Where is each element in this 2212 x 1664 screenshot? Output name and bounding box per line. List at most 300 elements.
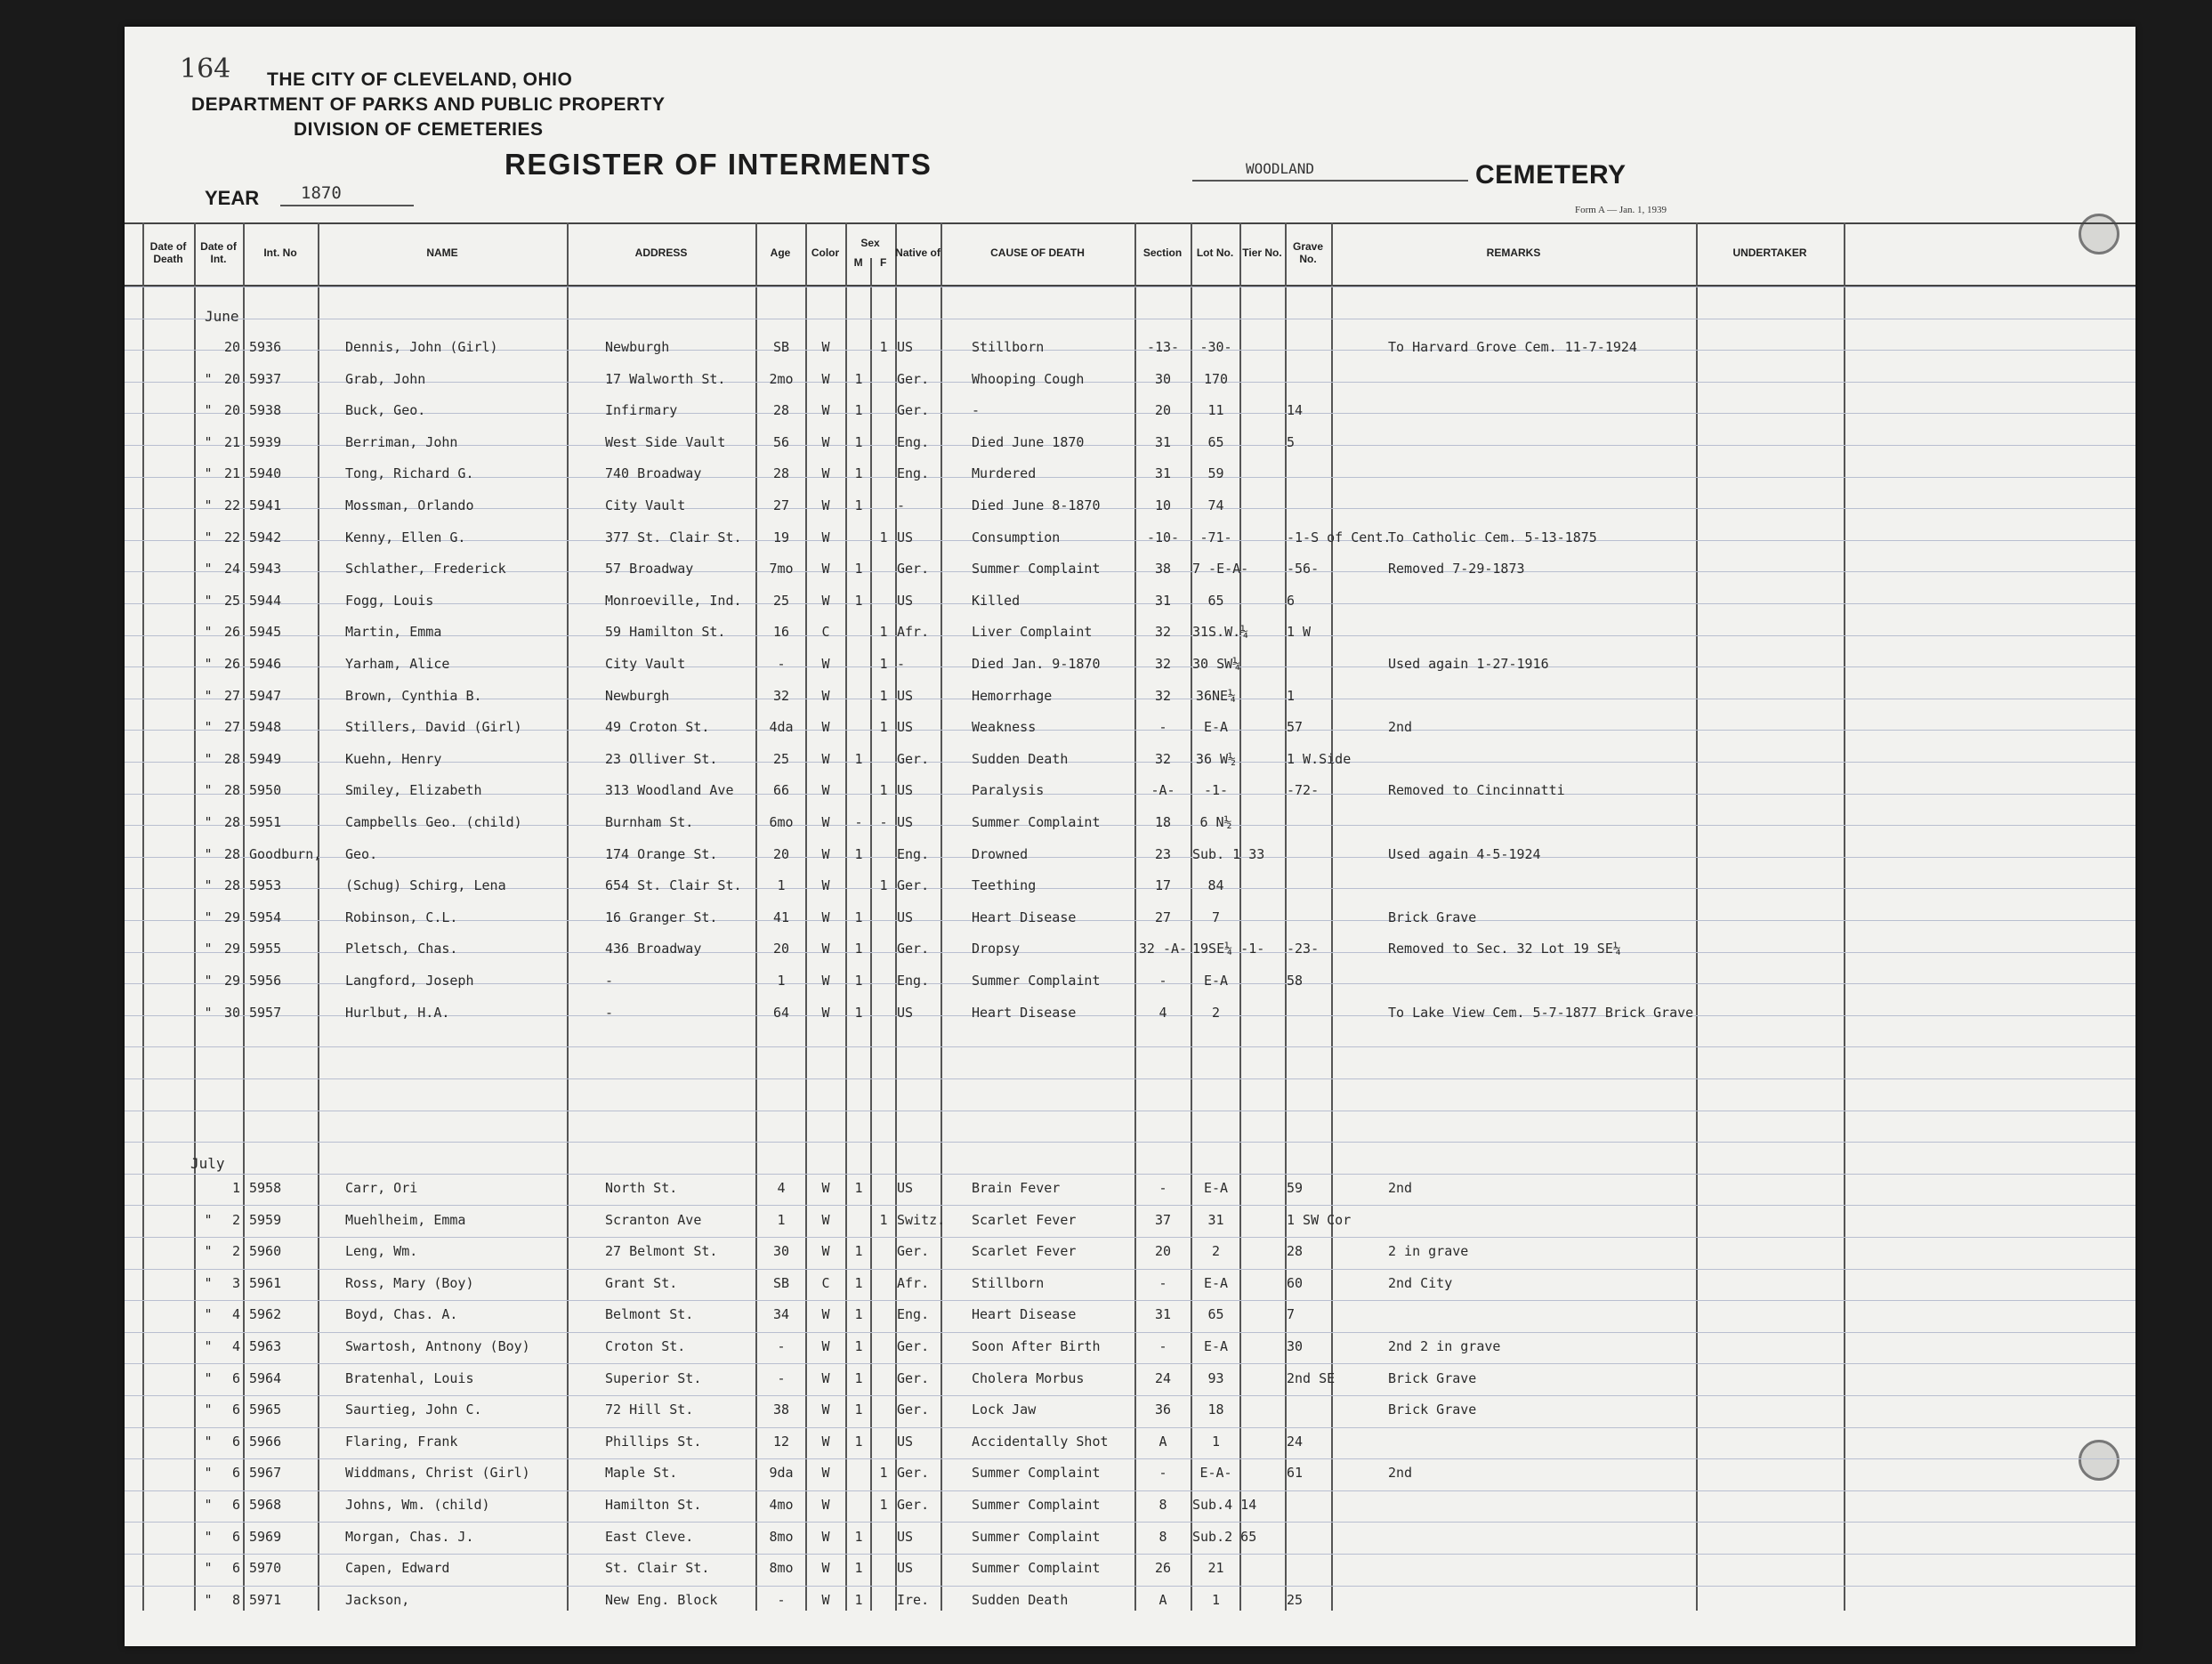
cell-nat: US bbox=[897, 909, 914, 925]
cell-ditto: " bbox=[204, 497, 213, 513]
cell-ditto: " bbox=[204, 877, 213, 894]
cell-color: W bbox=[821, 941, 830, 957]
cell-lot: 30 SW¼ bbox=[1192, 656, 1241, 672]
cell-ditto: " bbox=[204, 1274, 213, 1291]
cell-cause: Summer Complaint bbox=[972, 561, 1101, 578]
cell-age: 2mo bbox=[769, 370, 794, 387]
page-number: 164 bbox=[180, 53, 231, 85]
cell-nat: Afr. bbox=[897, 624, 930, 641]
cell-int: 5936 bbox=[249, 339, 282, 355]
cell-addr: 16 Granger St. bbox=[605, 909, 718, 925]
cell-ditto: " bbox=[204, 561, 213, 578]
cell-sec: -A- bbox=[1150, 782, 1175, 799]
cell-nat: Eng. bbox=[897, 845, 930, 862]
cell-int: 5939 bbox=[249, 433, 282, 450]
cell-color: W bbox=[821, 1369, 830, 1386]
cell-f: 1 bbox=[879, 529, 888, 545]
cell-day: 28 bbox=[223, 845, 240, 862]
cell-age: 30 bbox=[772, 1243, 790, 1260]
cell-color: W bbox=[821, 402, 830, 419]
cell-f: 1 bbox=[879, 339, 888, 355]
cell-sec: 18 bbox=[1154, 814, 1172, 830]
cell-f: - bbox=[879, 814, 888, 830]
column-header-native-of: Native of bbox=[895, 246, 941, 259]
cell-day: 3 bbox=[231, 1274, 240, 1291]
cell-lot: Sub. 1 33 bbox=[1192, 845, 1265, 862]
cell-name: Carr, Ori bbox=[345, 1180, 418, 1196]
cell-day: 26 bbox=[223, 624, 240, 641]
column-header-int-no: Int. No bbox=[263, 246, 297, 259]
cell-m: 1 bbox=[854, 1306, 863, 1323]
cell-int: Goodburn, bbox=[249, 845, 322, 862]
cell-addr: West Side Vault bbox=[605, 433, 726, 450]
cell-name: Grab, John bbox=[345, 370, 426, 387]
cell-nat: Ger. bbox=[897, 877, 930, 894]
cell-ditto: " bbox=[204, 433, 213, 450]
cell-m: 1 bbox=[854, 1528, 863, 1545]
cell-day: 27 bbox=[223, 719, 240, 736]
cell-rem: Removed to Sec. 32 Lot 19 SE¼ bbox=[1388, 941, 1621, 957]
cell-name: Yarham, Alice bbox=[345, 656, 450, 672]
cell-ditto: " bbox=[204, 1591, 213, 1608]
cell-age: - bbox=[777, 1338, 786, 1354]
cell-sec: 4 bbox=[1158, 1004, 1167, 1021]
cell-sec: A bbox=[1158, 1433, 1167, 1450]
cell-int: 5942 bbox=[249, 529, 282, 545]
cell-rem: Brick Grave bbox=[1388, 1369, 1477, 1386]
cell-color: W bbox=[821, 529, 830, 545]
cell-grave: -56- bbox=[1287, 561, 1320, 578]
year-underline bbox=[280, 205, 414, 206]
cell-grave: 14 bbox=[1287, 402, 1304, 419]
cell-lot: E-A- bbox=[1199, 1465, 1232, 1482]
cell-grave: 30 bbox=[1287, 1338, 1304, 1354]
row-rule bbox=[125, 1554, 2135, 1555]
cell-f: 1 bbox=[879, 687, 888, 704]
cell-color: W bbox=[821, 750, 830, 767]
cell-grave: 1 W bbox=[1287, 624, 1312, 641]
column-header-age: Age bbox=[770, 246, 791, 259]
cell-age: 1 bbox=[777, 1211, 786, 1228]
cell-age: 25 bbox=[772, 592, 790, 609]
cell-f: 1 bbox=[879, 656, 888, 672]
cell-addr: New Eng. Block bbox=[605, 1591, 718, 1608]
cell-addr: City Vault bbox=[605, 497, 686, 513]
cell-grave: 7 bbox=[1287, 1306, 1296, 1323]
cell-lot: Sub.4 14 bbox=[1192, 1497, 1257, 1513]
cell-age: 28 bbox=[772, 465, 790, 482]
cell-rem: 2nd bbox=[1388, 1180, 1413, 1196]
cell-addr: Maple St. bbox=[605, 1465, 678, 1482]
cell-addr: 313 Woodland Ave bbox=[605, 782, 734, 799]
cell-name: Leng, Wm. bbox=[345, 1243, 418, 1260]
cell-cause: Paralysis bbox=[972, 782, 1045, 799]
cell-lot: E-A bbox=[1203, 973, 1229, 989]
cell-sec: 31 bbox=[1154, 465, 1172, 482]
cell-day: 6 bbox=[231, 1497, 240, 1513]
cell-day: 20 bbox=[223, 339, 240, 355]
cell-m: 1 bbox=[854, 497, 863, 513]
cell-sec: 36 bbox=[1154, 1401, 1172, 1418]
city-heading: THE CITY OF CLEVELAND, OHIO bbox=[267, 69, 573, 90]
cell-ditto: " bbox=[204, 845, 213, 862]
cell-age: 9da bbox=[769, 1465, 794, 1482]
cell-nat: US bbox=[897, 592, 914, 609]
cell-f: 1 bbox=[879, 877, 888, 894]
column-divider bbox=[870, 258, 872, 1611]
column-divider bbox=[1331, 222, 1333, 1611]
cell-cause: Heart Disease bbox=[972, 1004, 1077, 1021]
cell-m: 1 bbox=[854, 909, 863, 925]
cell-name: Fogg, Louis bbox=[345, 592, 434, 609]
cell-addr: City Vault bbox=[605, 656, 686, 672]
cell-nat: Ger. bbox=[897, 1369, 930, 1386]
cell-day: 20 bbox=[223, 370, 240, 387]
cell-cause: Teething bbox=[972, 877, 1037, 894]
cell-addr: 23 Olliver St. bbox=[605, 750, 718, 767]
cell-color: W bbox=[821, 1465, 830, 1482]
cell-nat: US bbox=[897, 782, 914, 799]
cell-addr: Croton St. bbox=[605, 1338, 686, 1354]
cell-cause: Heart Disease bbox=[972, 1306, 1077, 1323]
column-header-name: NAME bbox=[426, 246, 458, 259]
cell-nat: US bbox=[897, 1180, 914, 1196]
cell-sec: 31 bbox=[1154, 592, 1172, 609]
row-rule bbox=[125, 1395, 2135, 1396]
cell-int: 5946 bbox=[249, 656, 282, 672]
cell-age: 20 bbox=[772, 845, 790, 862]
cell-int: 5943 bbox=[249, 561, 282, 578]
cell-m: 1 bbox=[854, 370, 863, 387]
cell-age: 6mo bbox=[769, 814, 794, 830]
cell-int: 5947 bbox=[249, 687, 282, 704]
cell-day: 2 bbox=[231, 1211, 240, 1228]
cell-ditto: " bbox=[204, 941, 213, 957]
cell-age: 12 bbox=[772, 1433, 790, 1450]
column-divider bbox=[194, 222, 196, 1611]
cell-f: 1 bbox=[879, 1497, 888, 1513]
cell-int: 5969 bbox=[249, 1528, 282, 1545]
cell-m: 1 bbox=[854, 1243, 863, 1260]
cell-day: 6 bbox=[231, 1465, 240, 1482]
cell-ditto: " bbox=[204, 1528, 213, 1545]
cell-nat: Ger. bbox=[897, 370, 930, 387]
cell-sec: 32 bbox=[1154, 656, 1172, 672]
cell-grave: 24 bbox=[1287, 1433, 1304, 1450]
cell-rem: 2nd bbox=[1388, 719, 1413, 736]
cell-nat: Ger. bbox=[897, 1497, 930, 1513]
cell-name: Boyd, Chas. A. bbox=[345, 1306, 458, 1323]
cell-age: 25 bbox=[772, 750, 790, 767]
cell-cause: Soon After Birth bbox=[972, 1338, 1101, 1354]
cell-addr: 49 Croton St. bbox=[605, 719, 710, 736]
cell-lot: 2 bbox=[1211, 1004, 1221, 1021]
cell-name: Robinson, C.L. bbox=[345, 909, 458, 925]
cell-cause: Summer Complaint bbox=[972, 1528, 1101, 1545]
cell-int: 5951 bbox=[249, 814, 282, 830]
cell-lot: 65 bbox=[1207, 592, 1224, 609]
cell-color: W bbox=[821, 973, 830, 989]
cell-addr: - bbox=[605, 1004, 614, 1021]
column-header-grave-no: Grave No. bbox=[1292, 240, 1324, 265]
cell-color: W bbox=[821, 465, 830, 482]
cell-color: W bbox=[821, 687, 830, 704]
cell-nat: Eng. bbox=[897, 465, 930, 482]
cell-color: W bbox=[821, 592, 830, 609]
cell-addr: 17 Walworth St. bbox=[605, 370, 726, 387]
cell-m: 1 bbox=[854, 465, 863, 482]
cell-lot: E-A bbox=[1203, 1274, 1229, 1291]
cell-ditto: " bbox=[204, 750, 213, 767]
cell-sec: - bbox=[1158, 1338, 1167, 1354]
cell-lot: 1 bbox=[1211, 1433, 1221, 1450]
cell-name: Martin, Emma bbox=[345, 624, 442, 641]
cell-nat: US bbox=[897, 687, 914, 704]
cell-addr: Hamilton St. bbox=[605, 1497, 702, 1513]
cell-int: 5957 bbox=[249, 1004, 282, 1021]
cemetery-label: CEMETERY bbox=[1475, 160, 1627, 190]
cell-nat: US bbox=[897, 339, 914, 355]
cell-nat: US bbox=[897, 1433, 914, 1450]
department-heading: DEPARTMENT OF PARKS AND PUBLIC PROPERTY bbox=[191, 94, 666, 115]
column-header-lot-no: Lot No. bbox=[1196, 246, 1234, 259]
cell-name: Johns, Wm. (child) bbox=[345, 1497, 490, 1513]
cell-lot: 2 bbox=[1211, 1243, 1221, 1260]
cell-int: 5940 bbox=[249, 465, 282, 482]
cell-ditto: " bbox=[204, 1369, 213, 1386]
cell-addr: East Cleve. bbox=[605, 1528, 694, 1545]
cell-day: 4 bbox=[231, 1306, 240, 1323]
cell-color: W bbox=[821, 1591, 830, 1608]
row-rule bbox=[125, 1269, 2135, 1270]
cell-sec: 10 bbox=[1154, 497, 1172, 513]
cell-color: W bbox=[821, 877, 830, 894]
cell-rem: To Lake View Cem. 5-7-1877 Brick Grave bbox=[1388, 1004, 1694, 1021]
register-title: REGISTER OF INTERMENTS bbox=[505, 148, 932, 181]
cell-sec: A bbox=[1158, 1591, 1167, 1608]
column-header-cause-of-death: CAUSE OF DEATH bbox=[990, 246, 1085, 259]
cell-day: 28 bbox=[223, 750, 240, 767]
cell-int: 5958 bbox=[249, 1180, 282, 1196]
cell-cause: - bbox=[972, 402, 981, 419]
cell-age: 1 bbox=[777, 973, 786, 989]
cell-cause: Whooping Cough bbox=[972, 370, 1085, 387]
cell-day: 1 bbox=[231, 1180, 240, 1196]
cell-day: 29 bbox=[223, 941, 240, 957]
cell-ditto: " bbox=[204, 402, 213, 419]
cell-addr: Phillips St. bbox=[605, 1433, 702, 1450]
cell-nat: - bbox=[897, 656, 906, 672]
cell-addr: Newburgh bbox=[605, 339, 670, 355]
cell-nat: Ire. bbox=[897, 1591, 930, 1608]
cell-age: - bbox=[777, 1369, 786, 1386]
cell-nat: Eng. bbox=[897, 973, 930, 989]
cell-m: 1 bbox=[854, 1274, 863, 1291]
cell-int: 5962 bbox=[249, 1306, 282, 1323]
cell-cause: Dropsy bbox=[972, 941, 1021, 957]
year-value: 1870 bbox=[301, 183, 342, 203]
cell-ditto: " bbox=[204, 973, 213, 989]
cell-cause: Scarlet Fever bbox=[972, 1243, 1077, 1260]
cell-day: 6 bbox=[231, 1401, 240, 1418]
cell-grave: 57 bbox=[1287, 719, 1304, 736]
cell-int: 5967 bbox=[249, 1465, 282, 1482]
cell-f: 1 bbox=[879, 1211, 888, 1228]
cell-rem: To Harvard Grove Cem. 11-7-1924 bbox=[1388, 339, 1637, 355]
column-divider bbox=[1239, 222, 1241, 1611]
cell-color: C bbox=[821, 1274, 830, 1291]
cell-cause: Cholera Morbus bbox=[972, 1369, 1085, 1386]
cell-day: 6 bbox=[231, 1369, 240, 1386]
month-label-june: June bbox=[205, 308, 239, 325]
cell-nat: Ger. bbox=[897, 750, 930, 767]
cell-name: Hurlbut, H.A. bbox=[345, 1004, 450, 1021]
cell-cause: Hemorrhage bbox=[972, 687, 1053, 704]
cell-day: 6 bbox=[231, 1560, 240, 1577]
cell-lot: 19SE¼ -1- bbox=[1192, 941, 1265, 957]
cell-name: Kuehn, Henry bbox=[345, 750, 442, 767]
cell-sec: 31 bbox=[1154, 1306, 1172, 1323]
cell-color: W bbox=[821, 1180, 830, 1196]
cell-grave: 2nd SE bbox=[1287, 1369, 1336, 1386]
cell-color: W bbox=[821, 782, 830, 799]
cell-rem: 2nd City bbox=[1388, 1274, 1453, 1291]
cell-nat: US bbox=[897, 529, 914, 545]
cell-sec: 38 bbox=[1154, 561, 1172, 578]
cell-cause: Accidentally Shot bbox=[972, 1433, 1109, 1450]
cell-ditto: " bbox=[204, 1433, 213, 1450]
cell-int: 5944 bbox=[249, 592, 282, 609]
column-divider bbox=[1696, 222, 1698, 1611]
cell-lot: 7 bbox=[1211, 909, 1221, 925]
cell-cause: Summer Complaint bbox=[972, 973, 1101, 989]
cell-nat: Ger. bbox=[897, 941, 930, 957]
cell-cause: Stillborn bbox=[972, 339, 1045, 355]
division-heading: DIVISION OF CEMETERIES bbox=[294, 119, 544, 140]
cell-rem: Removed to Cincinnatti bbox=[1388, 782, 1565, 799]
cell-day: 8 bbox=[231, 1591, 240, 1608]
cell-nat: US bbox=[897, 1560, 914, 1577]
cell-cause: Lock Jaw bbox=[972, 1401, 1037, 1418]
cell-rem: To Catholic Cem. 5-13-1875 bbox=[1388, 529, 1597, 545]
cell-color: W bbox=[821, 1560, 830, 1577]
cell-age: 66 bbox=[772, 782, 790, 799]
cell-name: Pletsch, Chas. bbox=[345, 941, 458, 957]
cell-ditto: " bbox=[204, 656, 213, 672]
cell-grave: 58 bbox=[1287, 973, 1304, 989]
cell-grave: 1 W.Side bbox=[1287, 750, 1352, 767]
cell-day: 26 bbox=[223, 656, 240, 672]
cell-name: Kenny, Ellen G. bbox=[345, 529, 466, 545]
cell-sec: 17 bbox=[1154, 877, 1172, 894]
cell-addr: Scranton Ave bbox=[605, 1211, 702, 1228]
row-rule bbox=[125, 1300, 2135, 1301]
cell-addr: 72 Hill St. bbox=[605, 1401, 694, 1418]
cell-lot: -30- bbox=[1199, 339, 1232, 355]
cell-ditto: " bbox=[204, 687, 213, 704]
cell-name: Widdmans, Christ (Girl) bbox=[345, 1465, 530, 1482]
cell-cause: Heart Disease bbox=[972, 909, 1077, 925]
cell-f: 1 bbox=[879, 719, 888, 736]
cell-color: W bbox=[821, 1243, 830, 1260]
cell-color: W bbox=[821, 1401, 830, 1418]
cell-lot: 170 bbox=[1203, 370, 1229, 387]
cell-cause: Drowned bbox=[972, 845, 1029, 862]
cell-m: 1 bbox=[854, 845, 863, 862]
cell-nat: Ger. bbox=[897, 561, 930, 578]
cell-lot: 11 bbox=[1207, 402, 1224, 419]
sex-header-label: Sex bbox=[860, 237, 880, 249]
cell-int: 5956 bbox=[249, 973, 282, 989]
cell-cause: Killed bbox=[972, 592, 1021, 609]
cell-sec: - bbox=[1158, 1180, 1167, 1196]
cell-age: 28 bbox=[772, 402, 790, 419]
cell-age: 56 bbox=[772, 433, 790, 450]
row-rule bbox=[125, 1522, 2135, 1523]
cell-lot: -1- bbox=[1203, 782, 1229, 799]
cell-ditto: " bbox=[204, 909, 213, 925]
cell-addr: Belmont St. bbox=[605, 1306, 694, 1323]
cell-int: 5963 bbox=[249, 1338, 282, 1354]
cell-color: W bbox=[821, 1338, 830, 1354]
cell-addr: Newburgh bbox=[605, 687, 670, 704]
cell-int: 5938 bbox=[249, 402, 282, 419]
cell-day: 25 bbox=[223, 592, 240, 609]
row-rule bbox=[125, 1363, 2135, 1364]
cell-nat: Ger. bbox=[897, 1401, 930, 1418]
cell-addr: Infirmary bbox=[605, 402, 678, 419]
cell-age: 27 bbox=[772, 497, 790, 513]
cell-color: W bbox=[821, 1211, 830, 1228]
cell-int: 5949 bbox=[249, 750, 282, 767]
cell-addr: 654 St. Clair St. bbox=[605, 877, 742, 894]
cell-day: 28 bbox=[223, 814, 240, 830]
cell-m: 1 bbox=[854, 433, 863, 450]
cell-color: W bbox=[821, 1497, 830, 1513]
cell-day: 22 bbox=[223, 497, 240, 513]
cell-cause: Died June 8-1870 bbox=[972, 497, 1101, 513]
cell-lot: 36NE¼ bbox=[1195, 687, 1237, 704]
cell-color: W bbox=[821, 561, 830, 578]
cell-cause: Died June 1870 bbox=[972, 433, 1085, 450]
cell-lot: 7 -E-A- bbox=[1192, 561, 1249, 578]
cell-f: 1 bbox=[879, 782, 888, 799]
cell-lot: 36 W½ bbox=[1195, 750, 1237, 767]
cell-age: SB bbox=[772, 1274, 790, 1291]
cell-color: W bbox=[821, 1528, 830, 1545]
cell-nat: Afr. bbox=[897, 1274, 930, 1291]
cell-lot: 74 bbox=[1207, 497, 1224, 513]
cell-lot: 65 bbox=[1207, 433, 1224, 450]
cell-age: 1 bbox=[777, 877, 786, 894]
cell-grave: -23- bbox=[1287, 941, 1320, 957]
cell-int: 5968 bbox=[249, 1497, 282, 1513]
cell-sec: 37 bbox=[1154, 1211, 1172, 1228]
cell-day: 20 bbox=[223, 402, 240, 419]
cell-age: 4 bbox=[777, 1180, 786, 1196]
cell-cause: Sudden Death bbox=[972, 1591, 1069, 1608]
cell-cause: Weakness bbox=[972, 719, 1037, 736]
cell-sec: 23 bbox=[1154, 845, 1172, 862]
cell-cause: Summer Complaint bbox=[972, 1497, 1101, 1513]
cell-age: 34 bbox=[772, 1306, 790, 1323]
cell-m: 1 bbox=[854, 1591, 863, 1608]
cell-nat: US bbox=[897, 814, 914, 830]
cell-day: 28 bbox=[223, 877, 240, 894]
column-header-undertaker: UNDERTAKER bbox=[1732, 246, 1807, 259]
cell-rem: 2nd bbox=[1388, 1465, 1413, 1482]
cell-name: Campbells Geo. (child) bbox=[345, 814, 522, 830]
